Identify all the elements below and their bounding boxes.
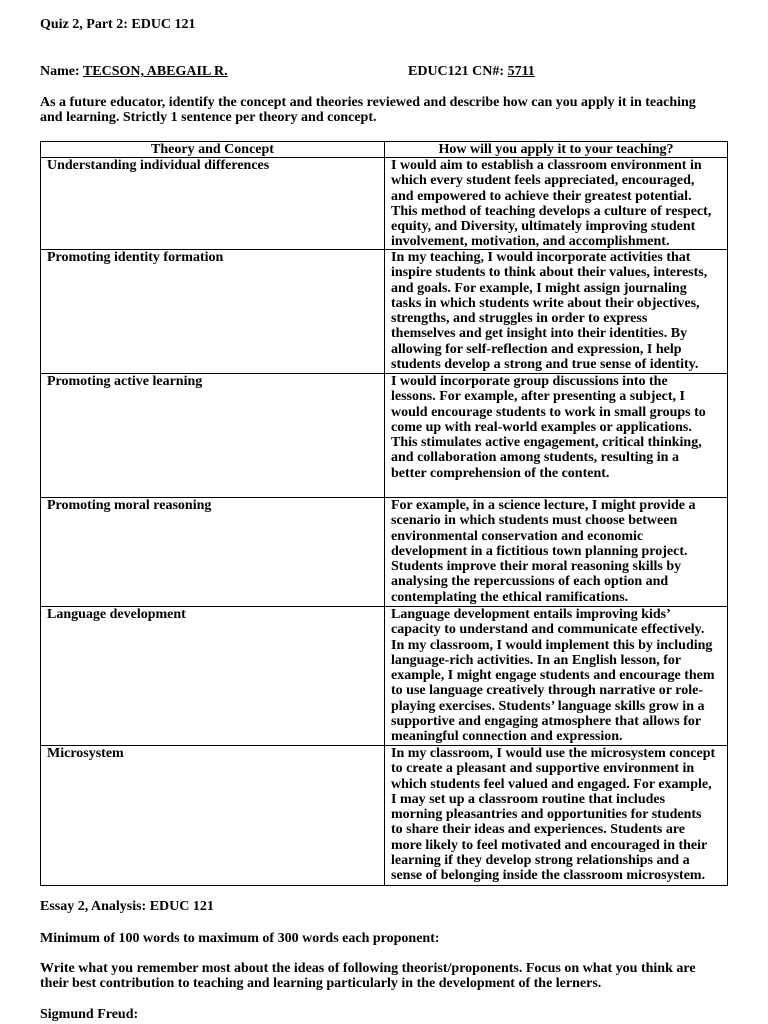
essay-title: Essay 2, Analysis: EDUC 121 <box>40 899 214 914</box>
text-line: to create a pleasant and supportive environment in <box>391 761 695 777</box>
text-line: better comprehension of the content. <box>391 465 610 481</box>
concept-cell: Promoting identity formation <box>41 250 385 373</box>
essay-prompt <box>40 961 696 992</box>
concept-cell: Promoting moral reasoning <box>41 498 385 606</box>
text-line: I may set up a classroom routine that includes <box>391 791 666 807</box>
instructions-paragraph <box>40 95 696 126</box>
text-line: environmental conservation and economic <box>391 528 644 544</box>
text-line: morning pleasantries and opportunities for students <box>391 807 702 823</box>
text-line: meaningful connection and expression. <box>391 729 623 745</box>
application-cell <box>385 607 727 745</box>
table-row <box>41 607 727 746</box>
quiz-title: Quiz 2, Part 2: EDUC 121 <box>40 17 196 32</box>
text-line: themselves and get insight into their identities. By <box>391 326 688 342</box>
essay-requirement: Minimum of 100 words to maximum of 300 words each proponent: <box>40 931 440 946</box>
concept-cell: Microsystem <box>41 746 385 885</box>
text-line: learning if they develop strong relationships and a <box>391 853 690 869</box>
text-line: students develop a strong and true sense of identity. <box>391 357 699 373</box>
text-line: In my teaching, I would incorporate activities that <box>391 250 691 265</box>
table-row <box>41 498 727 607</box>
text-line: and goals. For example, I might assign journaling <box>391 280 687 296</box>
text-line: allowing for self-reflection and expression, I help <box>391 341 682 357</box>
text-line: which every student feels appreciated, encouraged, <box>391 173 695 189</box>
name-label: Name: <box>40 64 80 79</box>
theory-table <box>40 141 728 886</box>
concept-cell: Understanding individual differences <box>41 158 385 249</box>
text-line: lessons. For example, after presenting a subject, I <box>391 389 685 405</box>
header-theory-and-concept: Theory and Concept <box>41 142 385 157</box>
text-line: As a future educator, identify the concept and theories reviewed and describe how can you apply it in teaching <box>40 95 696 110</box>
text-line: supportive and engaging atmosphere that allows for <box>391 714 702 730</box>
application-cell <box>385 374 727 497</box>
text-line: come up with real-world examples or applications. <box>391 419 692 435</box>
text-line: would encourage students to work in small groups to <box>391 404 706 420</box>
text-line: I would incorporate group discussions into the <box>391 374 668 389</box>
text-line: their best contribution to teaching and learning particularly in the development of the lerners. <box>40 976 602 992</box>
text-line: to share their ideas and experiences. Students are <box>391 822 685 838</box>
table-row <box>41 746 727 885</box>
table-row <box>41 374 727 498</box>
text-line: strengths, and struggles in order to express <box>391 311 648 327</box>
text-line: and learning. Strictly 1 sentence per theory and concept. <box>40 110 377 126</box>
text-line: capacity to understand and communicate effectively. <box>391 622 705 638</box>
course-number-label: EDUC121 CN#: <box>408 64 505 79</box>
text-line: language-rich activities. In an English lesson, for <box>391 652 682 668</box>
text-line: and collaboration among students, resulting in a <box>391 450 679 466</box>
text-line: analysing the repercussions of each option and <box>391 574 669 590</box>
proponent-heading: Sigmund Freud: <box>40 1007 139 1022</box>
application-cell <box>385 498 727 606</box>
text-line: This method of teaching develops a culture of respect, <box>391 203 712 219</box>
concept-cell: Promoting active learning <box>41 374 385 497</box>
text-line: In my classroom, I would use the microsystem concept <box>391 746 716 761</box>
text-line: and empowered to achieve their greatest potential. <box>391 188 692 204</box>
table-row <box>41 158 727 250</box>
text-line: development in a fictitious town planning project. <box>391 543 688 559</box>
text-line: In my classroom, I would implement this by including <box>391 637 713 653</box>
application-cell <box>385 158 727 249</box>
header-application: How will you apply it to your teaching? <box>438 142 674 157</box>
text-line: more likely to feel motivated and encouraged in their <box>391 837 708 853</box>
text-line: contemplating the ethical ramifications. <box>391 589 629 605</box>
text-line: I would aim to establish a classroom environment in <box>391 158 702 173</box>
table-row <box>41 250 727 374</box>
text-line: Language development entails improving kids’ <box>391 607 671 622</box>
text-line: to use language creatively through narrative or role- <box>391 683 703 699</box>
text-line: involvement, motivation, and accomplishment. <box>391 234 670 249</box>
application-cell <box>385 250 727 373</box>
text-line: For example, in a science lecture, I might provide a <box>391 498 696 513</box>
text-line: inspire students to think about their values, interests, <box>391 265 708 281</box>
text-line: Write what you remember most about the ideas of following theorist/proponents. Focus on what you think are <box>40 961 696 976</box>
student-name-line <box>40 64 228 79</box>
text-line: Students improve their moral reasoning skills by <box>391 559 682 575</box>
text-line: This stimulates active engagement, critical thinking, <box>391 435 702 451</box>
text-line: playing exercises. Students’ language skills grow in a <box>391 698 705 714</box>
text-line: scenario in which students must choose between <box>391 513 678 529</box>
table-header-row <box>41 142 727 158</box>
text-line: example, I might engage students and encourage them <box>391 668 715 684</box>
course-number: 5711 <box>507 64 535 79</box>
text-line: tasks in which students write about their objectives, <box>391 295 700 311</box>
course-number-line <box>408 64 535 79</box>
application-cell <box>385 746 727 885</box>
text-line: sense of belonging inside the classroom microsystem. <box>391 868 706 884</box>
text-line: which students feel valued and engaged. For example, <box>391 776 712 792</box>
concept-cell: Language development <box>41 607 385 745</box>
text-line: equity, and Diversity, ultimately improving student <box>391 219 696 235</box>
student-name: TECSON, ABEGAIL R. <box>82 64 228 79</box>
